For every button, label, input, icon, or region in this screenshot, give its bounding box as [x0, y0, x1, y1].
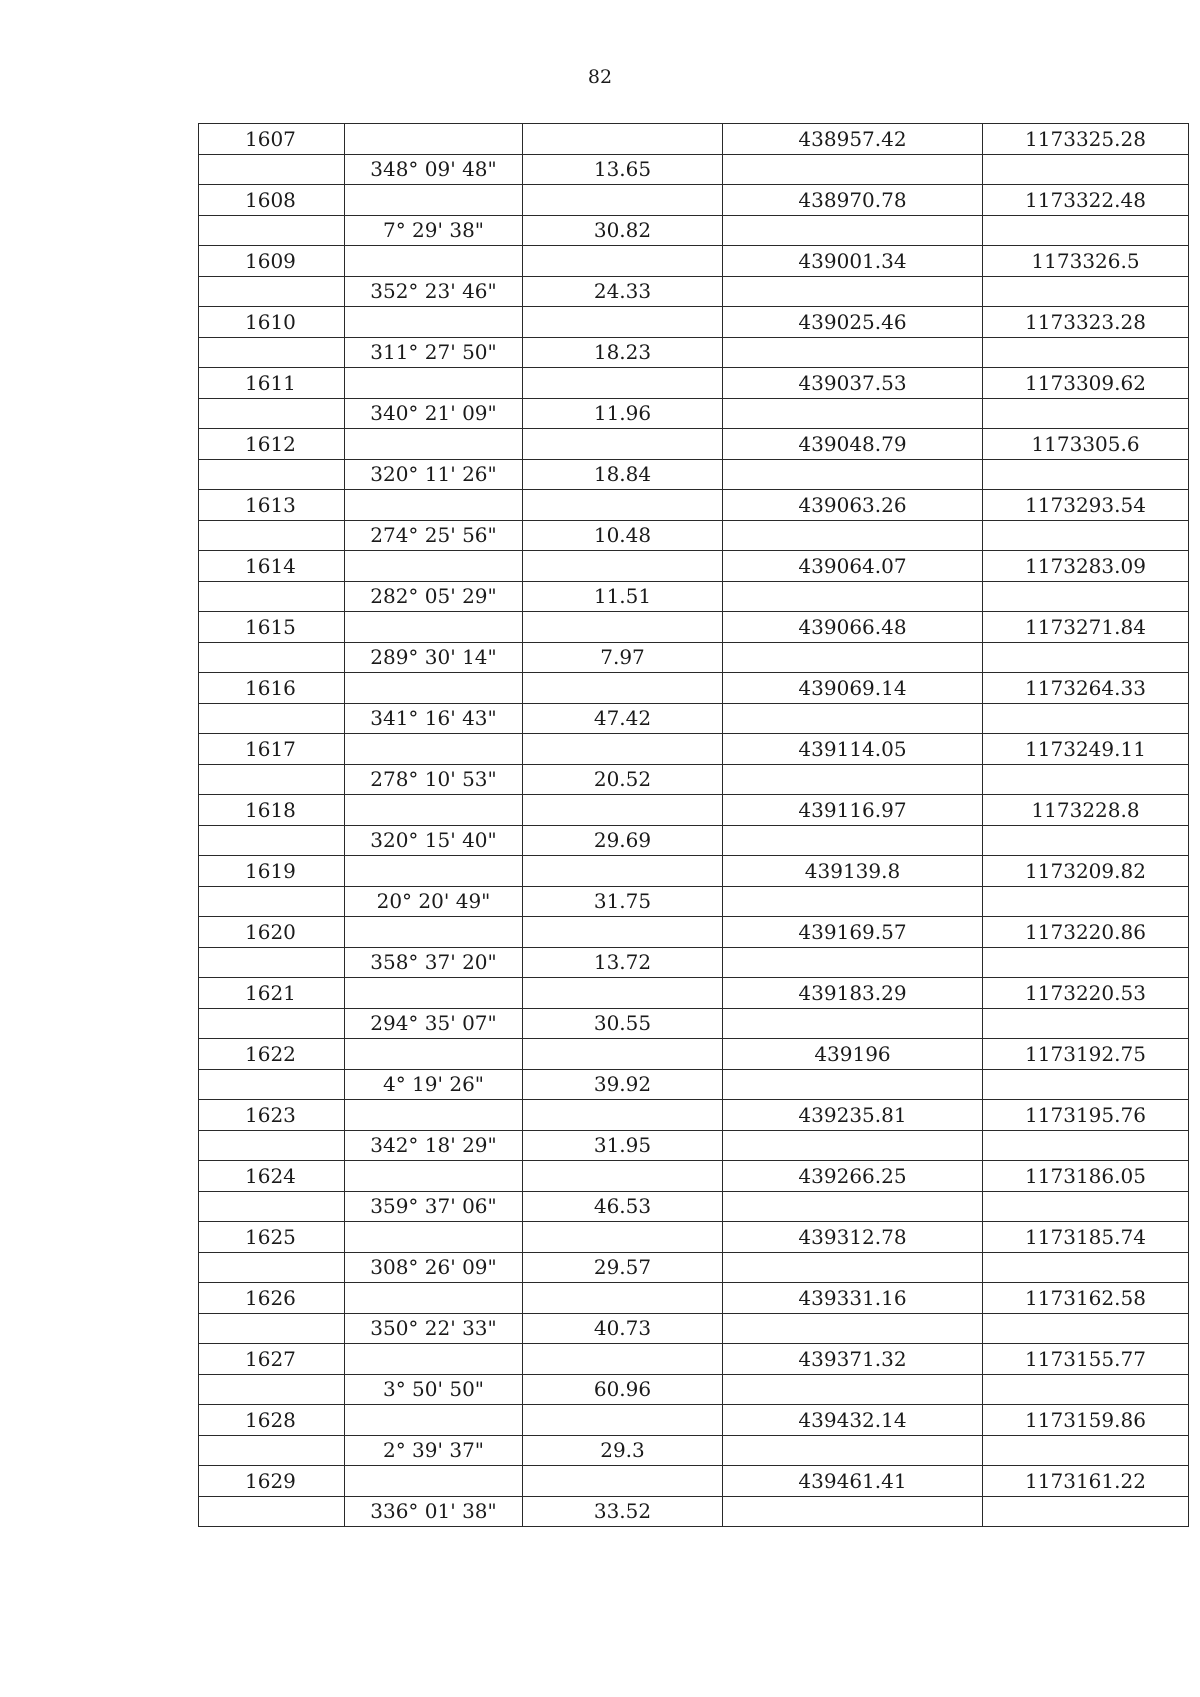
empty-cell	[199, 1374, 345, 1405]
empty-cell	[523, 1283, 723, 1314]
station-cell: 1616	[199, 673, 345, 704]
distance-cell: 18.23	[523, 337, 723, 368]
easting-cell: 439371.32	[723, 1344, 983, 1375]
distance-cell: 46.53	[523, 1191, 723, 1222]
station-row	[199, 368, 1189, 399]
empty-cell	[723, 764, 983, 795]
station-row	[199, 429, 1189, 460]
northing-cell: 1173325.28	[983, 124, 1189, 155]
station-row	[199, 1161, 1189, 1192]
empty-cell	[723, 398, 983, 429]
station-cell: 1617	[199, 734, 345, 765]
northing-cell: 1173220.53	[983, 978, 1189, 1009]
course-row	[199, 1130, 1189, 1161]
empty-cell	[199, 886, 345, 917]
empty-cell	[723, 642, 983, 673]
bearing-cell: 289° 30' 14"	[345, 642, 523, 673]
empty-cell	[523, 1039, 723, 1070]
distance-cell: 13.72	[523, 947, 723, 978]
station-cell: 1620	[199, 917, 345, 948]
bearing-cell: 7° 29' 38"	[345, 215, 523, 246]
easting-cell: 439063.26	[723, 490, 983, 521]
easting-cell: 439001.34	[723, 246, 983, 277]
course-row	[199, 520, 1189, 551]
empty-cell	[523, 124, 723, 155]
empty-cell	[983, 1313, 1189, 1344]
bearing-cell: 350° 22' 33"	[345, 1313, 523, 1344]
empty-cell	[983, 1252, 1189, 1283]
empty-cell	[199, 703, 345, 734]
bearing-cell: 4° 19' 26"	[345, 1069, 523, 1100]
northing-cell: 1173159.86	[983, 1405, 1189, 1436]
empty-cell	[983, 1130, 1189, 1161]
empty-cell	[523, 673, 723, 704]
empty-cell	[199, 1191, 345, 1222]
empty-cell	[983, 1496, 1189, 1527]
station-cell: 1610	[199, 307, 345, 338]
station-row	[199, 490, 1189, 521]
empty-cell	[523, 246, 723, 277]
distance-cell: 30.55	[523, 1008, 723, 1039]
empty-cell	[723, 703, 983, 734]
distance-cell: 24.33	[523, 276, 723, 307]
empty-cell	[723, 1252, 983, 1283]
empty-cell	[345, 1283, 523, 1314]
empty-cell	[345, 1222, 523, 1253]
empty-cell	[983, 642, 1189, 673]
empty-cell	[983, 1191, 1189, 1222]
empty-cell	[523, 734, 723, 765]
empty-cell	[983, 764, 1189, 795]
empty-cell	[983, 459, 1189, 490]
empty-cell	[983, 825, 1189, 856]
empty-cell	[523, 612, 723, 643]
easting-cell: 439266.25	[723, 1161, 983, 1192]
empty-cell	[199, 276, 345, 307]
northing-cell: 1173326.5	[983, 246, 1189, 277]
station-row	[199, 917, 1189, 948]
northing-cell: 1173283.09	[983, 551, 1189, 582]
empty-cell	[723, 154, 983, 185]
course-row	[199, 1496, 1189, 1527]
distance-cell: 18.84	[523, 459, 723, 490]
course-row	[199, 1191, 1189, 1222]
empty-cell	[983, 154, 1189, 185]
course-row	[199, 642, 1189, 673]
station-row	[199, 1344, 1189, 1375]
empty-cell	[345, 1039, 523, 1070]
distance-cell: 29.57	[523, 1252, 723, 1283]
empty-cell	[723, 1374, 983, 1405]
course-row	[199, 154, 1189, 185]
station-row	[199, 734, 1189, 765]
easting-cell: 439432.14	[723, 1405, 983, 1436]
station-row	[199, 551, 1189, 582]
empty-cell	[723, 1008, 983, 1039]
northing-cell: 1173155.77	[983, 1344, 1189, 1375]
empty-cell	[723, 1191, 983, 1222]
course-row	[199, 1435, 1189, 1466]
northing-cell: 1173271.84	[983, 612, 1189, 643]
bearing-cell: 20° 20' 49"	[345, 886, 523, 917]
course-row	[199, 1008, 1189, 1039]
empty-cell	[199, 459, 345, 490]
station-cell: 1628	[199, 1405, 345, 1436]
empty-cell	[345, 307, 523, 338]
station-cell: 1609	[199, 246, 345, 277]
station-cell: 1618	[199, 795, 345, 826]
bearing-cell: 348° 09' 48"	[345, 154, 523, 185]
empty-cell	[723, 337, 983, 368]
distance-cell: 40.73	[523, 1313, 723, 1344]
station-row	[199, 124, 1189, 155]
course-row	[199, 581, 1189, 612]
empty-cell	[345, 1100, 523, 1131]
course-row	[199, 764, 1189, 795]
station-row	[199, 1405, 1189, 1436]
empty-cell	[723, 1069, 983, 1100]
station-row	[199, 185, 1189, 216]
northing-cell: 1173186.05	[983, 1161, 1189, 1192]
empty-cell	[523, 1161, 723, 1192]
empty-cell	[345, 368, 523, 399]
station-row	[199, 1466, 1189, 1497]
easting-cell: 439116.97	[723, 795, 983, 826]
easting-cell: 439064.07	[723, 551, 983, 582]
empty-cell	[345, 612, 523, 643]
empty-cell	[199, 947, 345, 978]
empty-cell	[523, 185, 723, 216]
station-cell: 1625	[199, 1222, 345, 1253]
empty-cell	[345, 490, 523, 521]
course-row	[199, 276, 1189, 307]
bearing-cell: 2° 39' 37"	[345, 1435, 523, 1466]
empty-cell	[199, 1313, 345, 1344]
northing-cell: 1173162.58	[983, 1283, 1189, 1314]
empty-cell	[199, 1008, 345, 1039]
empty-cell	[523, 1222, 723, 1253]
survey-coordinate-table	[198, 123, 1189, 1527]
empty-cell	[523, 856, 723, 887]
bearing-cell: 3° 50' 50"	[345, 1374, 523, 1405]
empty-cell	[199, 1069, 345, 1100]
station-cell: 1629	[199, 1466, 345, 1497]
empty-cell	[523, 368, 723, 399]
empty-cell	[523, 1405, 723, 1436]
bearing-cell: 342° 18' 29"	[345, 1130, 523, 1161]
station-cell: 1608	[199, 185, 345, 216]
easting-cell: 439196	[723, 1039, 983, 1070]
bearing-cell: 341° 16' 43"	[345, 703, 523, 734]
empty-cell	[523, 307, 723, 338]
easting-cell: 439048.79	[723, 429, 983, 460]
empty-cell	[345, 673, 523, 704]
station-cell: 1613	[199, 490, 345, 521]
course-row	[199, 1252, 1189, 1283]
empty-cell	[199, 398, 345, 429]
bearing-cell: 274° 25' 56"	[345, 520, 523, 551]
station-row	[199, 246, 1189, 277]
bearing-cell: 311° 27' 50"	[345, 337, 523, 368]
easting-cell: 439312.78	[723, 1222, 983, 1253]
bearing-cell: 358° 37' 20"	[345, 947, 523, 978]
easting-cell: 438957.42	[723, 124, 983, 155]
empty-cell	[723, 215, 983, 246]
station-cell: 1621	[199, 978, 345, 1009]
empty-cell	[345, 795, 523, 826]
bearing-cell: 308° 26' 09"	[345, 1252, 523, 1283]
bearing-cell: 320° 15' 40"	[345, 825, 523, 856]
empty-cell	[723, 1496, 983, 1527]
empty-cell	[523, 1466, 723, 1497]
easting-cell: 439183.29	[723, 978, 983, 1009]
empty-cell	[345, 551, 523, 582]
station-cell: 1615	[199, 612, 345, 643]
easting-cell: 438970.78	[723, 185, 983, 216]
station-row	[199, 856, 1189, 887]
distance-cell: 13.65	[523, 154, 723, 185]
course-row	[199, 886, 1189, 917]
empty-cell	[723, 886, 983, 917]
easting-cell: 439037.53	[723, 368, 983, 399]
distance-cell: 31.75	[523, 886, 723, 917]
distance-cell: 29.3	[523, 1435, 723, 1466]
northing-cell: 1173220.86	[983, 917, 1189, 948]
empty-cell	[345, 246, 523, 277]
northing-cell: 1173192.75	[983, 1039, 1189, 1070]
distance-cell: 11.96	[523, 398, 723, 429]
empty-cell	[345, 1405, 523, 1436]
empty-cell	[523, 490, 723, 521]
distance-cell: 30.82	[523, 215, 723, 246]
empty-cell	[723, 947, 983, 978]
empty-cell	[345, 185, 523, 216]
empty-cell	[723, 581, 983, 612]
course-row	[199, 215, 1189, 246]
station-row	[199, 1100, 1189, 1131]
empty-cell	[199, 825, 345, 856]
northing-cell: 1173309.62	[983, 368, 1189, 399]
distance-cell: 29.69	[523, 825, 723, 856]
empty-cell	[523, 429, 723, 460]
empty-cell	[199, 337, 345, 368]
page-number: 82	[587, 66, 613, 88]
empty-cell	[523, 795, 723, 826]
station-row	[199, 307, 1189, 338]
distance-cell: 60.96	[523, 1374, 723, 1405]
empty-cell	[983, 947, 1189, 978]
bearing-cell: 278° 10' 53"	[345, 764, 523, 795]
empty-cell	[983, 215, 1189, 246]
empty-cell	[983, 581, 1189, 612]
empty-cell	[199, 642, 345, 673]
bearing-cell: 282° 05' 29"	[345, 581, 523, 612]
northing-cell: 1173264.33	[983, 673, 1189, 704]
empty-cell	[199, 1496, 345, 1527]
easting-cell: 439331.16	[723, 1283, 983, 1314]
easting-cell: 439025.46	[723, 307, 983, 338]
northing-cell: 1173209.82	[983, 856, 1189, 887]
station-row	[199, 673, 1189, 704]
distance-cell: 33.52	[523, 1496, 723, 1527]
empty-cell	[983, 1374, 1189, 1405]
northing-cell: 1173322.48	[983, 185, 1189, 216]
easting-cell: 439235.81	[723, 1100, 983, 1131]
empty-cell	[523, 1344, 723, 1375]
empty-cell	[345, 1466, 523, 1497]
empty-cell	[983, 886, 1189, 917]
empty-cell	[983, 1008, 1189, 1039]
northing-cell: 1173323.28	[983, 307, 1189, 338]
course-row	[199, 337, 1189, 368]
course-row	[199, 1069, 1189, 1100]
empty-cell	[345, 124, 523, 155]
distance-cell: 7.97	[523, 642, 723, 673]
bearing-cell: 359° 37' 06"	[345, 1191, 523, 1222]
course-row	[199, 825, 1189, 856]
station-cell: 1626	[199, 1283, 345, 1314]
empty-cell	[345, 856, 523, 887]
station-cell: 1622	[199, 1039, 345, 1070]
distance-cell: 31.95	[523, 1130, 723, 1161]
bearing-cell: 352° 23' 46"	[345, 276, 523, 307]
empty-cell	[523, 551, 723, 582]
course-row	[199, 703, 1189, 734]
empty-cell	[983, 398, 1189, 429]
station-cell: 1623	[199, 1100, 345, 1131]
distance-cell: 20.52	[523, 764, 723, 795]
bearing-cell: 320° 11' 26"	[345, 459, 523, 490]
empty-cell	[983, 337, 1189, 368]
empty-cell	[983, 276, 1189, 307]
bearing-cell: 340° 21' 09"	[345, 398, 523, 429]
course-row	[199, 1374, 1189, 1405]
empty-cell	[345, 429, 523, 460]
empty-cell	[199, 154, 345, 185]
easting-cell: 439169.57	[723, 917, 983, 948]
bearing-cell: 294° 35' 07"	[345, 1008, 523, 1039]
easting-cell: 439461.41	[723, 1466, 983, 1497]
empty-cell	[723, 276, 983, 307]
distance-cell: 11.51	[523, 581, 723, 612]
northing-cell: 1173305.6	[983, 429, 1189, 460]
course-row	[199, 1313, 1189, 1344]
empty-cell	[983, 520, 1189, 551]
distance-cell: 39.92	[523, 1069, 723, 1100]
empty-cell	[199, 520, 345, 551]
easting-cell: 439139.8	[723, 856, 983, 887]
northing-cell: 1173249.11	[983, 734, 1189, 765]
empty-cell	[723, 1435, 983, 1466]
empty-cell	[523, 917, 723, 948]
station-row	[199, 795, 1189, 826]
empty-cell	[199, 764, 345, 795]
table-body	[199, 124, 1189, 1527]
empty-cell	[523, 1100, 723, 1131]
empty-cell	[523, 978, 723, 1009]
empty-cell	[983, 1069, 1189, 1100]
empty-cell	[723, 825, 983, 856]
empty-cell	[345, 734, 523, 765]
course-row	[199, 947, 1189, 978]
station-cell: 1611	[199, 368, 345, 399]
empty-cell	[199, 215, 345, 246]
empty-cell	[723, 1130, 983, 1161]
station-row	[199, 978, 1189, 1009]
distance-cell: 10.48	[523, 520, 723, 551]
station-row	[199, 612, 1189, 643]
distance-cell: 47.42	[523, 703, 723, 734]
empty-cell	[983, 703, 1189, 734]
easting-cell: 439066.48	[723, 612, 983, 643]
northing-cell: 1173161.22	[983, 1466, 1189, 1497]
empty-cell	[983, 1435, 1189, 1466]
empty-cell	[199, 1130, 345, 1161]
empty-cell	[345, 917, 523, 948]
empty-cell	[199, 1435, 345, 1466]
empty-cell	[345, 1161, 523, 1192]
empty-cell	[723, 459, 983, 490]
empty-cell	[723, 1313, 983, 1344]
station-row	[199, 1039, 1189, 1070]
station-cell: 1624	[199, 1161, 345, 1192]
station-row	[199, 1222, 1189, 1253]
easting-cell: 439114.05	[723, 734, 983, 765]
northing-cell: 1173228.8	[983, 795, 1189, 826]
course-row	[199, 459, 1189, 490]
empty-cell	[199, 1252, 345, 1283]
empty-cell	[199, 581, 345, 612]
station-cell: 1607	[199, 124, 345, 155]
station-row	[199, 1283, 1189, 1314]
station-cell: 1619	[199, 856, 345, 887]
empty-cell	[345, 1344, 523, 1375]
station-cell: 1612	[199, 429, 345, 460]
easting-cell: 439069.14	[723, 673, 983, 704]
empty-cell	[345, 978, 523, 1009]
northing-cell: 1173293.54	[983, 490, 1189, 521]
course-row	[199, 398, 1189, 429]
station-cell: 1614	[199, 551, 345, 582]
station-cell: 1627	[199, 1344, 345, 1375]
bearing-cell: 336° 01' 38"	[345, 1496, 523, 1527]
northing-cell: 1173195.76	[983, 1100, 1189, 1131]
northing-cell: 1173185.74	[983, 1222, 1189, 1253]
empty-cell	[723, 520, 983, 551]
